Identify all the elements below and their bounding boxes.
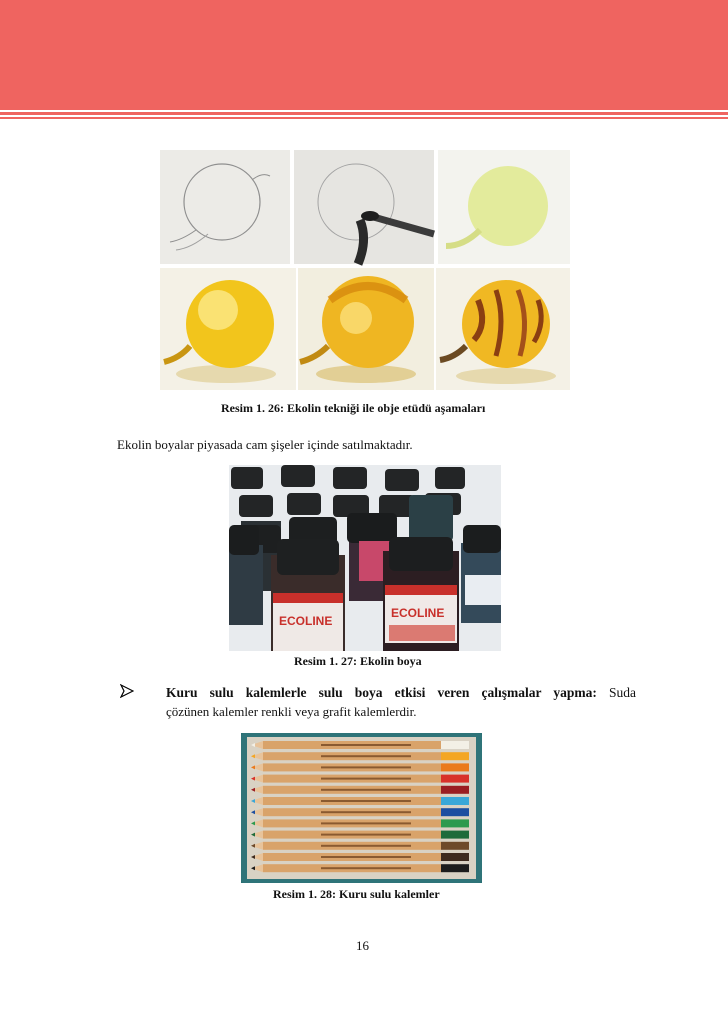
pencil	[251, 864, 469, 872]
pencil	[251, 763, 469, 771]
figure-ecoline-stages-image	[160, 150, 570, 390]
bottle-label: ECOLINE	[391, 606, 445, 620]
bullet-text	[166, 685, 636, 701]
figure-ecoline-bottles	[229, 465, 501, 651]
header-rule	[0, 112, 728, 115]
pencil	[251, 752, 469, 760]
header-band	[0, 0, 728, 110]
figure-watercolor-pencils	[241, 733, 482, 883]
arrow-bullet-icon	[120, 684, 134, 698]
figure-caption: Resim 1. 28: Kuru sulu kalemler	[273, 887, 440, 901]
pencil	[251, 853, 469, 861]
figure-watercolor-pencils-image	[241, 733, 482, 883]
pencil	[251, 741, 469, 749]
figure-ecoline-stages	[160, 150, 570, 390]
bullet-title: Kuru sulu kalemlerle sulu boya etkisi veren çalışmalar yapma:	[166, 685, 597, 700]
header-rule	[0, 117, 728, 119]
bottle-label: ECOLINE	[279, 614, 333, 628]
pencil	[251, 842, 469, 850]
bullet-text-continued: Suda	[609, 685, 636, 700]
figure-caption: Resim 1. 26: Ekolin tekniği ile obje etüdü aşamaları	[221, 401, 486, 415]
figure-ecoline-bottles-image	[229, 465, 501, 651]
page-number: 16	[356, 938, 369, 953]
pencil	[251, 819, 469, 827]
figure-caption: Resim 1. 27: Ekolin boya	[294, 654, 422, 668]
pencil	[251, 786, 469, 794]
pencil	[251, 775, 469, 783]
paragraph-text: Ekolin boyalar piyasada cam şişeler içinde satılmaktadır.	[117, 437, 413, 452]
pencil	[251, 797, 469, 805]
pencil	[251, 831, 469, 839]
bullet-text-line: çözünen kalemler renkli veya grafit kalemlerdir.	[166, 704, 417, 719]
pencil	[251, 808, 469, 816]
